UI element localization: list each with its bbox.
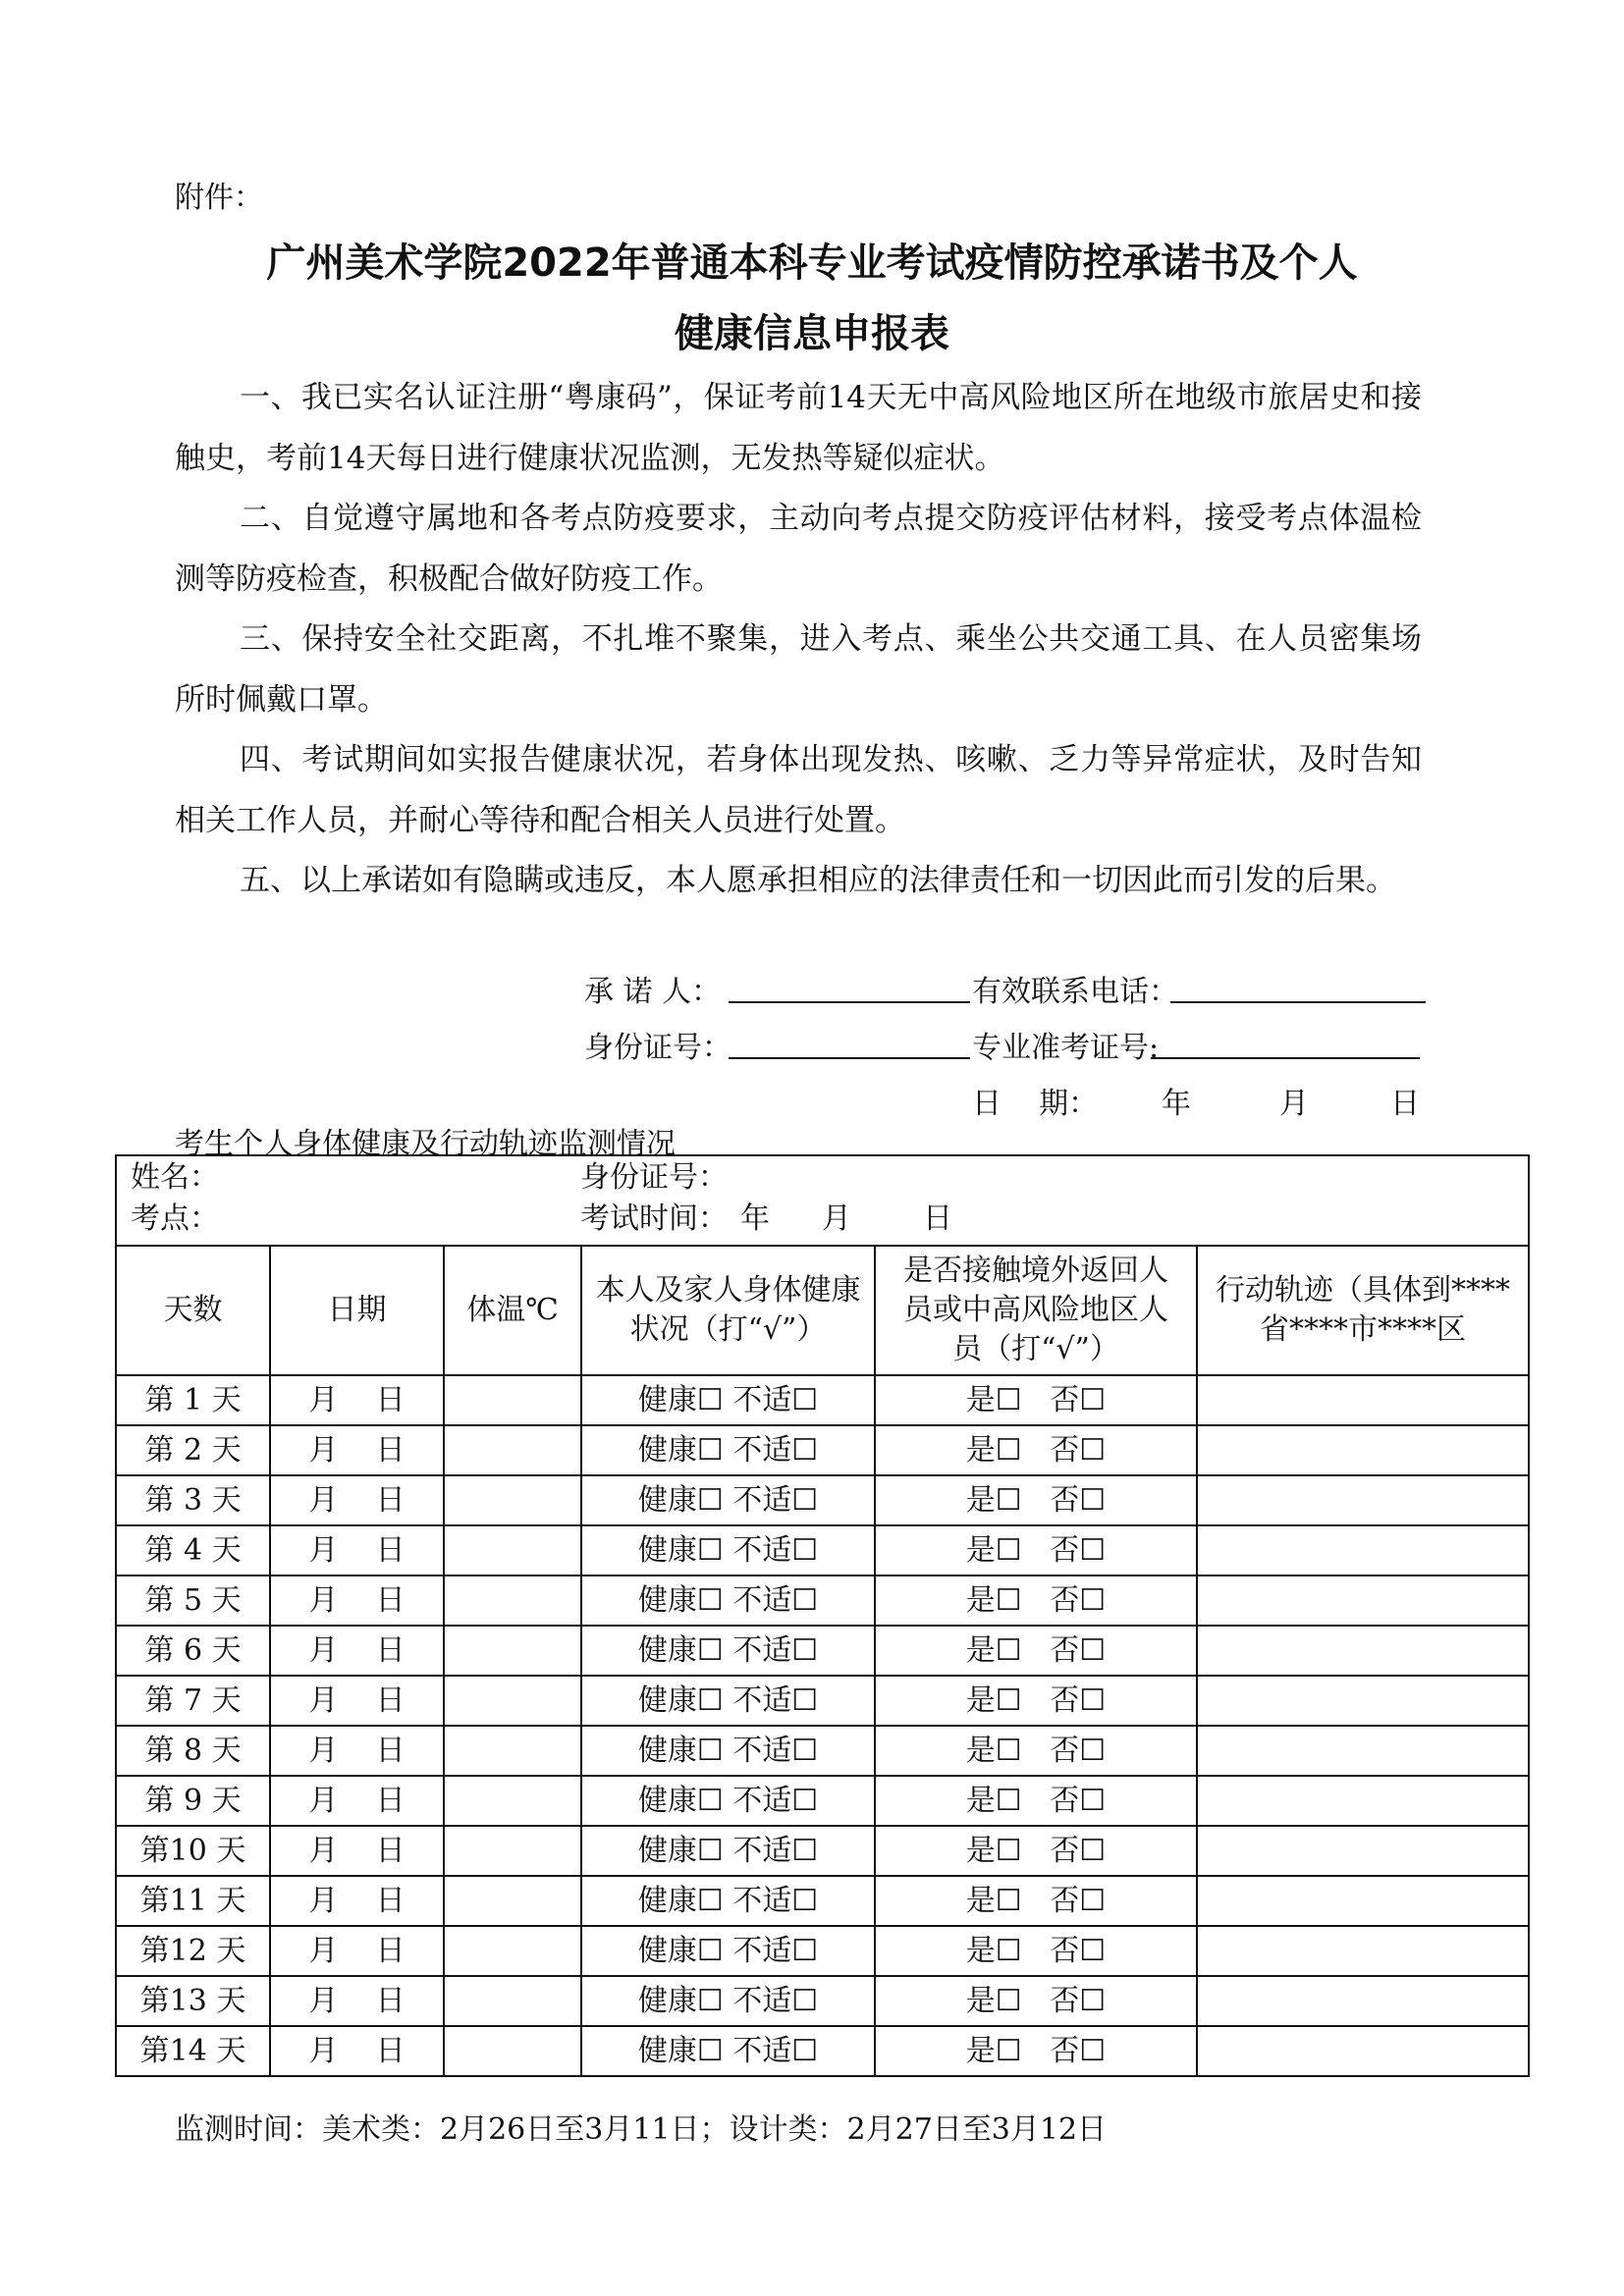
pledge-item-1: 一、我已实名认证注册“粤康码”，保证考前14天无中高风险地区所在地级市旅居史和接触史，考前14天每日进行健康状况监测，无发热等疑似症状。 (175, 380, 1422, 476)
header-health-status: 本人及家人身体健康状况（打“√”） (581, 1246, 875, 1375)
phone-blank[interactable] (1170, 972, 1426, 1003)
day-cell: 第 2 天 (116, 1425, 270, 1475)
header-temperature: 体温℃ (444, 1246, 581, 1375)
temperature-cell[interactable] (444, 1525, 581, 1575)
contact-history-cell[interactable]: 是☐ 否☐ (875, 2026, 1197, 2076)
table-row (116, 1826, 1529, 1876)
table-row (116, 1425, 1529, 1475)
document-title-line2: 健康信息申报表 (675, 311, 949, 356)
date-cell[interactable]: 月 日 (270, 1525, 444, 1575)
contact-history-cell[interactable]: 是☐ 否☐ (875, 1726, 1197, 1776)
date-cell[interactable]: 月 日 (270, 1676, 444, 1726)
header-travel-track: 行动轨迹（具体到****省****市****区 (1197, 1246, 1529, 1375)
header-date: 日期 (270, 1246, 444, 1375)
travel-track-cell[interactable] (1197, 1525, 1529, 1575)
health-status-cell[interactable]: 健康☐ 不适☐ (581, 1876, 875, 1926)
temperature-cell[interactable] (444, 1475, 581, 1525)
attachment-label: 附件： (175, 181, 263, 215)
contact-history-cell[interactable]: 是☐ 否☐ (875, 1776, 1197, 1826)
travel-track-cell[interactable] (1197, 2026, 1529, 2076)
date-cell[interactable]: 月 日 (270, 1976, 444, 2026)
table-row (116, 1575, 1529, 1626)
date-cell[interactable]: 月 日 (270, 1776, 444, 1826)
date-cell[interactable]: 月 日 (270, 1425, 444, 1475)
health-status-cell[interactable]: 健康☐ 不适☐ (581, 1425, 875, 1475)
date-cell[interactable]: 月 日 (270, 1626, 444, 1676)
id-number-label: 身份证号： (584, 1031, 731, 1065)
date-label: 日 期： (972, 1087, 1099, 1121)
header-contact-history: 是否接触境外返回人员或中高风险地区人员（打“√”） (875, 1246, 1197, 1375)
temperature-cell[interactable] (444, 1776, 581, 1826)
pledger-label: 承 诺 人： (584, 975, 722, 1009)
pledge-item-4: 四、考试期间如实报告健康状况，若身体出现发热、咳嗽、乏力等异常症状，及时告知相关工作人员，并耐心等待和配合相关人员进行处置。 (175, 742, 1422, 838)
contact-history-cell[interactable]: 是☐ 否☐ (875, 1525, 1197, 1575)
travel-track-cell[interactable] (1197, 1425, 1529, 1475)
temperature-cell[interactable] (444, 1676, 581, 1726)
temperature-cell[interactable] (444, 1826, 581, 1876)
contact-history-cell[interactable]: 是☐ 否☐ (875, 1425, 1197, 1475)
health-status-cell[interactable]: 健康☐ 不适☐ (581, 1826, 875, 1876)
day-cell: 第 5 天 (116, 1575, 270, 1626)
date-cell[interactable]: 月 日 (270, 2026, 444, 2076)
contact-history-cell[interactable]: 是☐ 否☐ (875, 1976, 1197, 2026)
table-row (116, 2026, 1529, 2076)
health-status-cell[interactable]: 健康☐ 不适☐ (581, 1525, 875, 1575)
monitoring-table (115, 1154, 1530, 2077)
date-cell[interactable]: 月 日 (270, 1575, 444, 1626)
date-cell[interactable]: 月 日 (270, 1726, 444, 1776)
phone-label: 有效联系电话： (972, 975, 1178, 1009)
travel-track-cell[interactable] (1197, 1375, 1529, 1425)
day-cell: 第13 天 (116, 1976, 270, 2026)
temperature-cell[interactable] (444, 1926, 581, 1976)
exam-number-label: 专业准考证号: (972, 1031, 1160, 1065)
exam-time-month: 月 (822, 1201, 851, 1236)
day-cell: 第10 天 (116, 1826, 270, 1876)
pledge-item-3: 三、保持安全社交距离，不扎堆不聚集，进入考点、乘坐公共交通工具、在人员密集场所时佩戴口罩。 (175, 621, 1422, 718)
travel-track-cell[interactable] (1197, 1726, 1529, 1776)
table-row (116, 1776, 1529, 1826)
date-cell[interactable]: 月 日 (270, 1826, 444, 1876)
day-cell: 第14 天 (116, 2026, 270, 2076)
date-cell[interactable]: 月 日 (270, 1375, 444, 1425)
contact-history-cell[interactable]: 是☐ 否☐ (875, 1826, 1197, 1876)
day-cell: 第 7 天 (116, 1676, 270, 1726)
health-status-cell[interactable]: 健康☐ 不适☐ (581, 1375, 875, 1425)
temperature-cell[interactable] (444, 1626, 581, 1676)
temperature-cell[interactable] (444, 1876, 581, 1926)
temperature-cell[interactable] (444, 2026, 581, 2076)
pledge-item-5: 五、以上承诺如有隐瞒或违反，本人愿承担相应的法律责任和一切因此而引发的后果。 (240, 863, 1396, 898)
info-id-label: 身份证号： (580, 1160, 728, 1195)
health-status-cell[interactable]: 健康☐ 不适☐ (581, 1976, 875, 2026)
table-row (116, 1876, 1529, 1926)
exam-time-year: 年 (740, 1201, 770, 1236)
day-cell: 第 4 天 (116, 1525, 270, 1575)
day-cell: 第 3 天 (116, 1475, 270, 1525)
exam-time-label: 考试时间： (580, 1201, 728, 1236)
contact-history-cell[interactable]: 是☐ 否☐ (875, 1375, 1197, 1425)
travel-track-cell[interactable] (1197, 1876, 1529, 1926)
contact-history-cell[interactable]: 是☐ 否☐ (875, 1876, 1197, 1926)
exam-site-label: 考点： (131, 1201, 219, 1236)
table-row (116, 1976, 1529, 2026)
health-status-cell[interactable]: 健康☐ 不适☐ (581, 1676, 875, 1726)
contact-history-cell[interactable]: 是☐ 否☐ (875, 1676, 1197, 1726)
table-row (116, 1726, 1529, 1776)
temperature-cell[interactable] (444, 1976, 581, 2026)
day-cell: 第12 天 (116, 1926, 270, 1976)
pledge-item-2: 二、自觉遵守属地和各考点防疫要求，主动向考点提交防疫评估材料，接受考点体温检测等防疫检查，积极配合做好防疫工作。 (175, 501, 1422, 597)
table-row (116, 1375, 1529, 1425)
contact-history-cell[interactable]: 是☐ 否☐ (875, 1626, 1197, 1676)
health-status-cell[interactable]: 健康☐ 不适☐ (581, 1626, 875, 1676)
temperature-cell[interactable] (444, 1575, 581, 1626)
health-status-cell[interactable]: 健康☐ 不适☐ (581, 1575, 875, 1626)
temperature-cell[interactable] (444, 1726, 581, 1776)
date-day: 日 (1390, 1087, 1420, 1121)
date-year: 年 (1162, 1087, 1191, 1121)
header-days: 天数 (116, 1246, 270, 1375)
day-cell: 第 1 天 (116, 1375, 270, 1425)
personal-info-cell (116, 1155, 1529, 1246)
health-status-cell[interactable]: 健康☐ 不适☐ (581, 1776, 875, 1826)
id-number-blank[interactable] (729, 1028, 970, 1059)
temperature-cell[interactable] (444, 1375, 581, 1425)
date-cell[interactable]: 月 日 (270, 1926, 444, 1976)
health-status-cell[interactable]: 健康☐ 不适☐ (581, 1475, 875, 1525)
health-status-cell[interactable]: 健康☐ 不适☐ (581, 2026, 875, 2076)
contact-history-cell[interactable]: 是☐ 否☐ (875, 1475, 1197, 1525)
day-cell: 第 6 天 (116, 1626, 270, 1676)
contact-history-cell[interactable]: 是☐ 否☐ (875, 1926, 1197, 1976)
date-month: 月 (1279, 1087, 1309, 1121)
travel-track-cell[interactable] (1197, 1676, 1529, 1726)
table-row (116, 1475, 1529, 1525)
travel-track-cell[interactable] (1197, 1926, 1529, 1976)
table-row (116, 1676, 1529, 1726)
pledger-blank[interactable] (729, 972, 970, 1003)
health-status-cell[interactable]: 健康☐ 不适☐ (581, 1726, 875, 1776)
day-cell: 第 8 天 (116, 1726, 270, 1776)
travel-track-cell[interactable] (1197, 1575, 1529, 1626)
travel-track-cell[interactable] (1197, 1826, 1529, 1876)
travel-track-cell[interactable] (1197, 1976, 1529, 2026)
date-cell[interactable]: 月 日 (270, 1876, 444, 1926)
table-row (116, 1525, 1529, 1575)
name-label: 姓名： (131, 1160, 219, 1195)
date-cell[interactable]: 月 日 (270, 1475, 444, 1525)
day-cell: 第11 天 (116, 1876, 270, 1926)
monitoring-period-note: 监测时间：美术类：2月26日至3月11日；设计类：2月27日至3月12日 (175, 2112, 1108, 2147)
exam-number-blank[interactable] (1151, 1028, 1420, 1059)
contact-history-cell[interactable]: 是☐ 否☐ (875, 1575, 1197, 1626)
travel-track-cell[interactable] (1197, 1776, 1529, 1826)
table-row (116, 1926, 1529, 1976)
travel-track-cell[interactable] (1197, 1475, 1529, 1525)
health-status-cell[interactable]: 健康☐ 不适☐ (581, 1926, 875, 1976)
temperature-cell[interactable] (444, 1425, 581, 1475)
day-cell: 第 9 天 (116, 1776, 270, 1826)
table-row (116, 1626, 1529, 1676)
document-title-line1: 广州美术学院2022年普通本科专业考试疫情防控承诺书及个人 (266, 240, 1358, 286)
table-caption: 考生个人身体健康及行动轨迹监测情况 (175, 1127, 676, 1161)
travel-track-cell[interactable] (1197, 1626, 1529, 1676)
exam-time-day: 日 (923, 1201, 952, 1236)
